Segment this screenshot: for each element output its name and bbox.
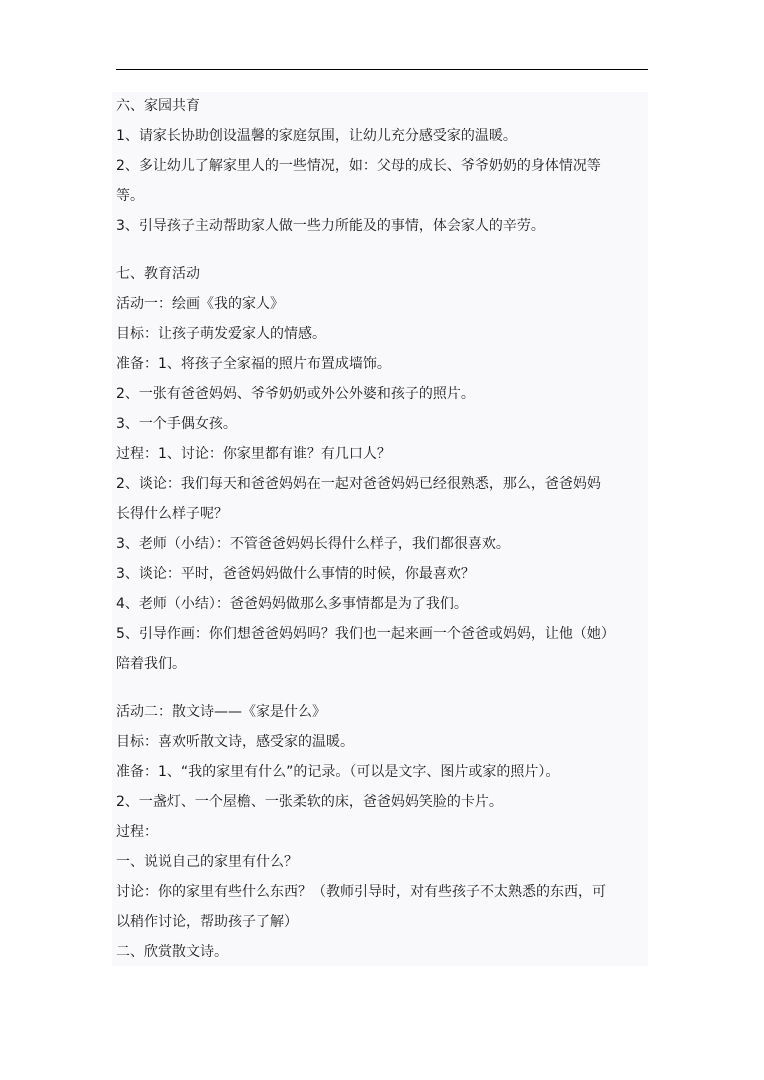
header-rule <box>116 69 648 70</box>
document-body <box>112 92 648 966</box>
text-line: 过程：1、讨论：你家里都有谁？有几口人？ <box>116 446 391 462</box>
text-line: 2、一张有爸爸妈妈、爷爷奶奶或外公外婆和孩子的照片。 <box>116 386 475 402</box>
text-line: 1、请家长协助创设温馨的家庭氛围，让幼儿充分感受家的温暖。 <box>116 128 517 144</box>
text-line: 2、谈论：我们每天和爸爸妈妈在一起对爸爸妈妈已经很熟悉，那么，爸爸妈妈 <box>116 476 601 492</box>
activity-one-title: 活动一：绘画《我的家人》 <box>116 296 284 312</box>
text-line: 3、引导孩子主动帮助家人做一些力所能及的事情，体会家人的辛劳。 <box>116 218 545 234</box>
text-line: 准备：1、将孩子全家福的照片布置成墙饰。 <box>116 356 391 372</box>
text-line: 3、老师（小结）：不管爸爸妈妈长得什么样子，我们都很喜欢。 <box>116 536 510 552</box>
text-line: 二、欣赏散文诗。 <box>116 944 228 960</box>
text-line: 陪着我们。 <box>116 656 186 672</box>
text-line: 过程： <box>116 824 158 840</box>
text-line: 准备：1、“我的家里有什么”的记录。（可以是文字、图片或家的照片）。 <box>116 764 560 780</box>
section-heading-activities: 七、教育活动 <box>116 266 200 282</box>
text-line: 5、引导作画：你们想爸爸妈妈吗？我们也一起来画一个爸爸或妈妈，让他（她） <box>116 626 615 642</box>
text-line: 2、一盏灯、一个屋檐、一张柔软的床，爸爸妈妈笑脸的卡片。 <box>116 794 503 810</box>
text-line: 等。 <box>116 188 144 204</box>
text-line: 3、一个手偶女孩。 <box>116 416 237 432</box>
text-line: 讨论：你的家里有些什么东西？（教师引导时，对有些孩子不太熟悉的东西，可 <box>116 884 606 900</box>
activity-two-title: 活动二：散文诗——《家是什么》 <box>116 704 326 720</box>
text-line: 2、多让幼儿了解家里人的一些情况，如：父母的成长、爷爷奶奶的身体情况等 <box>116 158 601 174</box>
text-line: 一、说说自己的家里有什么？ <box>116 854 298 870</box>
section-heading-home-school: 六、家园共育 <box>116 98 200 114</box>
text-line: 3、谈论：平时，爸爸妈妈做什么事情的时候，你最喜欢？ <box>116 566 475 582</box>
text-line: 目标：让孩子萌发爱家人的情感。 <box>116 326 326 342</box>
text-line: 4、老师（小结）：爸爸妈妈做那么多事情都是为了我们。 <box>116 596 468 612</box>
text-line: 目标：喜欢听散文诗，感受家的温暖。 <box>116 734 354 750</box>
text-line: 以稍作讨论，帮助孩子了解） <box>116 914 298 930</box>
text-line: 长得什么样子呢？ <box>116 506 228 522</box>
